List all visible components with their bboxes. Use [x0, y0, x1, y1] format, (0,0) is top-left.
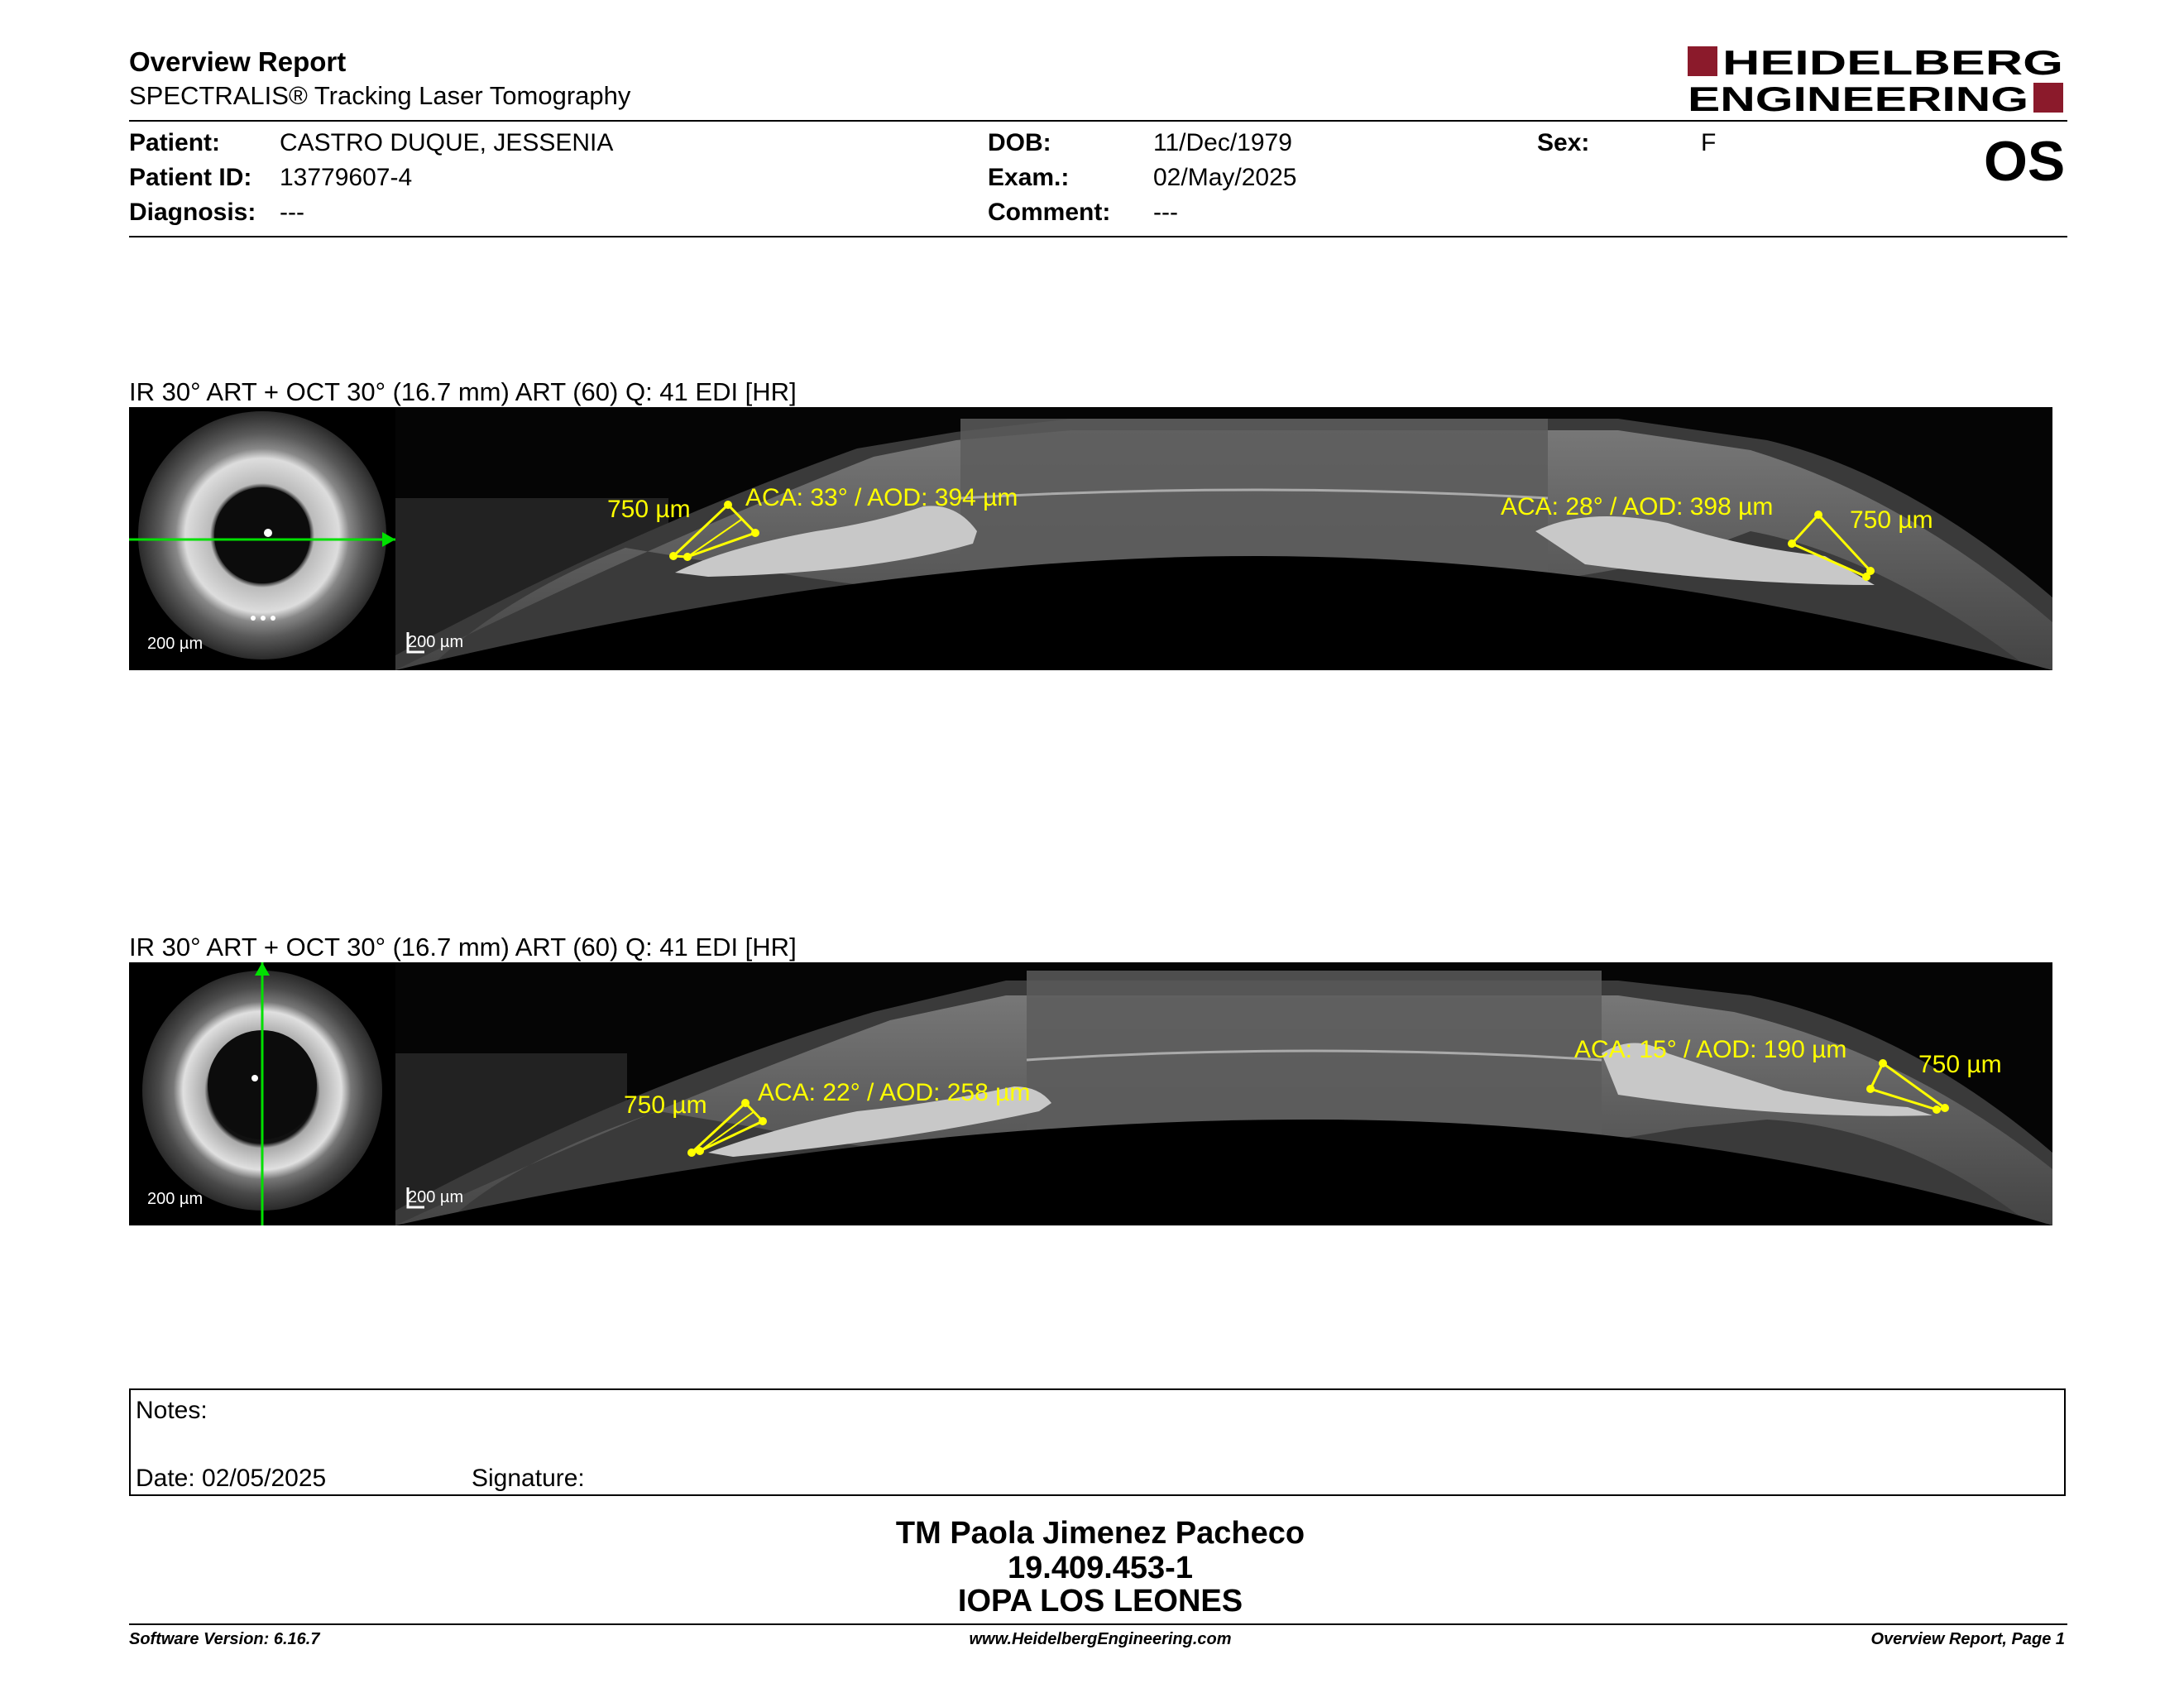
- patient-id: 13779607-4: [280, 164, 413, 191]
- patient-label: Patient:: [129, 129, 221, 156]
- website-link[interactable]: www.HeidelbergEngineering.com: [969, 1630, 1232, 1648]
- comment-value: ---: [1153, 199, 1178, 226]
- patient-divider: [129, 236, 2067, 237]
- footer-divider: [129, 1623, 2067, 1625]
- oct-scale-bar: 200 µm: [408, 1188, 464, 1206]
- left-distance-label: 750 µm: [624, 1091, 707, 1119]
- signature-label: Signature:: [472, 1465, 585, 1492]
- report-title: Overview Report: [129, 46, 347, 77]
- header-divider: [129, 120, 2067, 122]
- ir-image: [129, 407, 395, 670]
- date-label: Date: 02/05/2025: [136, 1465, 327, 1492]
- right-measure-label: ACA: 28° / AOD: 398 µm: [1501, 493, 1774, 520]
- comment-label: Comment:: [988, 199, 1111, 226]
- exam-label: Exam.:: [988, 164, 1070, 191]
- heidelberg-logo: [1688, 45, 2065, 114]
- sex-value: F: [1701, 129, 1717, 156]
- scan-1-panel: [129, 407, 2052, 670]
- left-measure-label: ACA: 22° / AOD: 258 µm: [758, 1079, 1031, 1106]
- signatory-name: TM Paola Jimenez Pacheco: [895, 1516, 1305, 1551]
- dob-value: 11/Dec/1979: [1153, 129, 1292, 156]
- logo-line-1: HEIDELBERG: [1722, 45, 2063, 82]
- ir-scale-bar: 200 µm: [147, 1190, 204, 1208]
- logo-line-2: ENGINEERING: [1688, 79, 2028, 114]
- oct-scale-bar: 200 µm: [408, 633, 464, 651]
- diagnosis-value: ---: [280, 199, 304, 226]
- left-measure-label: ACA: 33° / AOD: 394 µm: [745, 484, 1018, 511]
- patient-name: CASTRO DUQUE, JESSENIA: [280, 129, 614, 156]
- scan-2-panel: [129, 962, 2052, 1225]
- right-measure-label: ACA: 15° / AOD: 190 µm: [1574, 1036, 1847, 1063]
- report-subtitle: SPECTRALIS® Tracking Laser Tomography: [129, 81, 631, 110]
- right-distance-label: 750 µm: [1850, 506, 1933, 534]
- notes-label: Notes:: [136, 1397, 208, 1424]
- page-indicator: Overview Report, Page 1: [1870, 1630, 2065, 1648]
- scan-2-title: IR 30° ART + OCT 30° (16.7 mm) ART (60) Q: 41 EDI [HR]: [129, 933, 797, 961]
- ir-scale-bar: 200 µm: [147, 635, 204, 653]
- oct-bscan: [395, 407, 2052, 670]
- exam-value: 02/May/2025: [1153, 164, 1297, 191]
- signatory-org: IOPA LOS LEONES: [957, 1584, 1243, 1618]
- eye-indicator: OS: [1984, 130, 2066, 193]
- sex-label: Sex:: [1537, 129, 1590, 156]
- ir-image: [129, 962, 395, 1225]
- left-distance-label: 750 µm: [607, 496, 691, 523]
- signatory-id: 19.409.453-1: [1008, 1551, 1193, 1585]
- software-version: Software Version: 6.16.7: [129, 1630, 320, 1648]
- patient-id-label: Patient ID:: [129, 164, 252, 191]
- notes-box[interactable]: [129, 1388, 2066, 1496]
- diagnosis-label: Diagnosis:: [129, 199, 256, 226]
- right-distance-label: 750 µm: [1918, 1051, 2002, 1078]
- dob-label: DOB:: [988, 129, 1051, 156]
- scan-1-title: IR 30° ART + OCT 30° (16.7 mm) ART (60) Q: 41 EDI [HR]: [129, 377, 797, 406]
